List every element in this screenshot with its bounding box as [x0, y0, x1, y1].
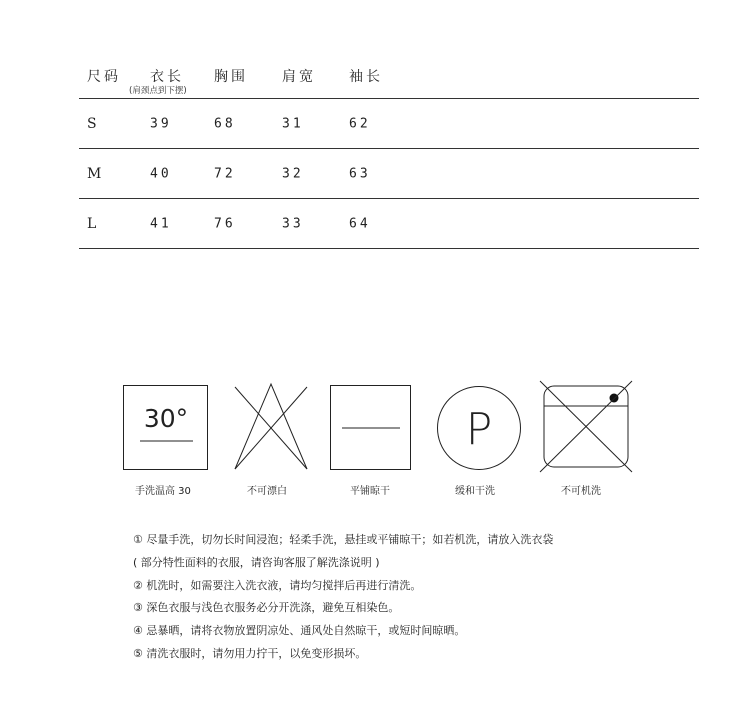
cell-chest: 68: [214, 116, 236, 131]
table-row: [79, 149, 699, 199]
no-machine-wash-icon: [538, 378, 634, 474]
size-table: [79, 62, 699, 249]
cell-chest: 72: [214, 166, 236, 181]
instruction-line: ② 机洗时，如需要注入洗衣液，请均匀搅拌后再进行清洗。: [133, 578, 422, 592]
cell-sleeve: 64: [349, 216, 371, 231]
cell-size: L: [87, 215, 100, 232]
header-size: 尺码: [87, 69, 121, 85]
size-table-header: [79, 62, 699, 99]
header-sleeve: 袖长: [349, 69, 383, 85]
no-bleach-icon: [232, 381, 310, 473]
table-row: [79, 99, 699, 149]
dry-flat-icon: [330, 385, 412, 471]
cell-sleeve: 62: [349, 116, 371, 131]
header-length: 衣长: [150, 69, 184, 85]
header-shoulder: 肩宽: [282, 69, 316, 85]
instruction-line: ③ 深色衣服与浅色衣服务必分开洗涤，避免互相染色。: [133, 601, 400, 615]
cell-size: S: [87, 115, 100, 132]
wash-temperature-text: 30°: [143, 404, 189, 433]
cell-shoulder: 33: [282, 216, 304, 231]
care-label-wash-30: 手洗温高 30: [135, 486, 191, 497]
cell-length: 41: [150, 216, 172, 231]
care-label-dry-flat: 平铺晾干: [350, 486, 390, 497]
table-row: [79, 199, 699, 249]
care-label-no-machine-wash: 不可机洗: [561, 486, 601, 497]
cell-size: M: [87, 165, 105, 182]
dry-clean-p-icon: [436, 384, 522, 472]
instruction-line: ⑤ 清洗衣服时，请勿用力拧干，以免变形损坏。: [133, 646, 367, 660]
cell-shoulder: 31: [282, 116, 304, 131]
instruction-line: ( 部分特性面料的衣服，请咨询客服了解洗涤说明 ): [133, 555, 380, 569]
instruction-line: ④ 忌暴晒，请将衣物放置阴凉处、通风处自然晾干，或短时间晾晒。: [133, 624, 466, 638]
cell-length: 39: [150, 116, 172, 131]
cell-length: 40: [150, 166, 172, 181]
cell-shoulder: 32: [282, 166, 304, 181]
wash-30-icon: [123, 385, 209, 471]
care-label-no-bleach: 不可漂白: [247, 486, 287, 497]
cell-sleeve: 63: [349, 166, 371, 181]
header-length-note: (肩颈点到下摆): [129, 86, 187, 96]
care-label-dry-clean: 缓和干洗: [455, 486, 495, 497]
header-chest: 胸围: [214, 69, 248, 85]
dry-clean-letter: P: [465, 404, 493, 455]
care-instructions: [133, 529, 693, 666]
cell-chest: 76: [214, 216, 236, 231]
instruction-line: ① 尽量手洗，切勿长时间浸泡；轻柔手洗，悬挂或平铺晾干；如若机洗，请放入洗衣袋: [133, 533, 554, 546]
